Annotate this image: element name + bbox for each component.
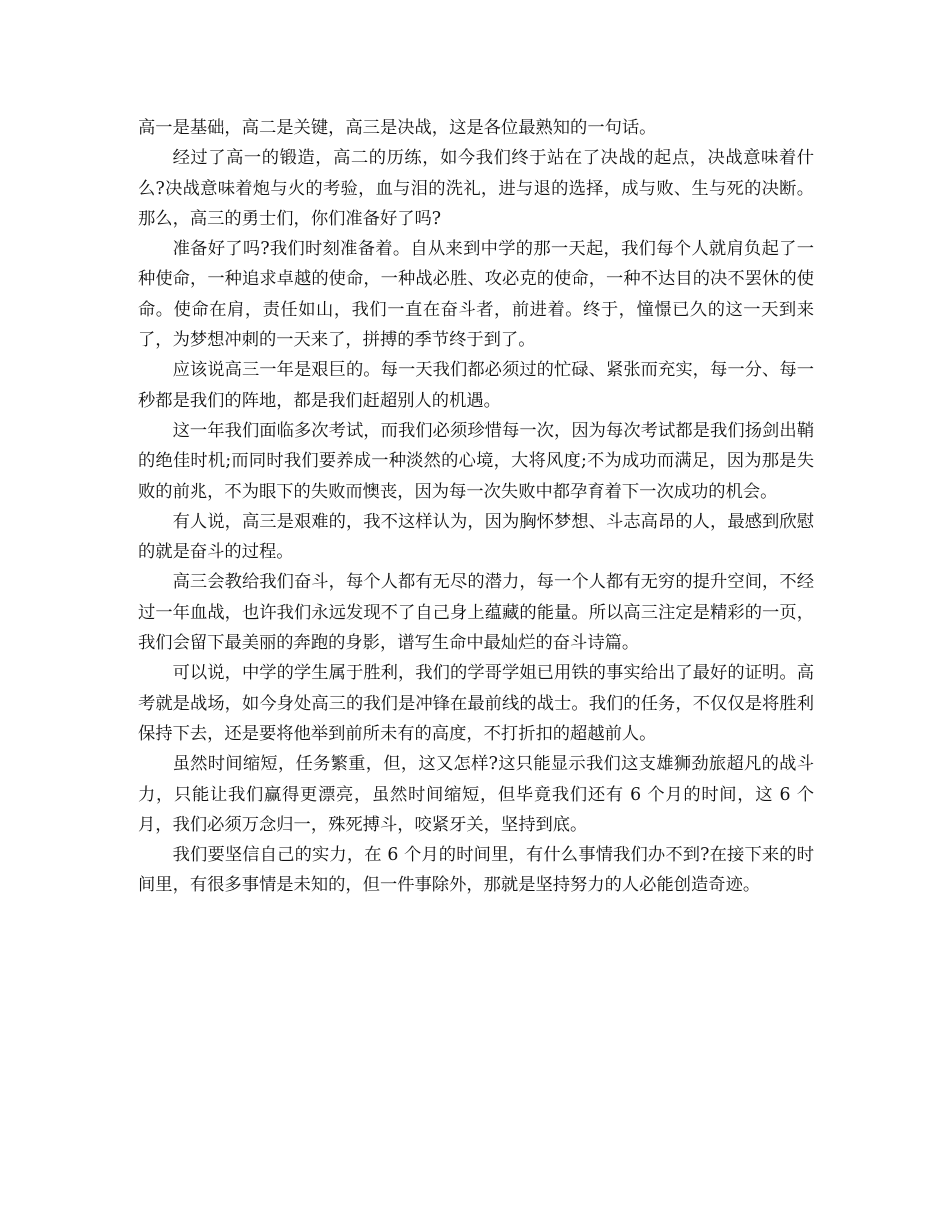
paragraph-7: 高三会教给我们奋斗，每个人都有无尽的潜力，每一个人都有无穷的提升空间，不经过一年血战，也许我们永远发现不了自己身上蕴藏的能量。所以高三注定是精彩的一页，我们会留下最美丽的奔跑的身影，谱写生命中最灿烂的奋斗诗篇。 [138, 572, 814, 654]
document-body [138, 113, 814, 901]
paragraph-8: 可以说，中学的学生属于胜利，我们的学哥学姐已用铁的事实给出了最好的证明。高考就是战场，如今身处高三的我们是冲锋在最前线的战士。我们的任务，不仅仅是将胜利保持下去，还是要将他举到前所未有的高度，不打折扣的超越前人。 [138, 663, 814, 744]
paragraph-6: 有人说，高三是艰难的，我不这样认为，因为胸怀梦想、斗志高昂的人，最感到欣慰的就是奋斗的过程。 [138, 511, 814, 563]
paragraph-2: 经过了高一的锻造，高二的历练，如今我们终于站在了决战的起点，决战意味着什么?决战意味着炮与火的考验，血与泪的洗礼，进与退的选择，成与败、生与死的决断。那么，高三的勇士们，你们准备好了吗? [138, 148, 814, 229]
paragraph-3: 准备好了吗?我们时刻准备着。自从来到中学的那一天起，我们每个人就肩负起了一种使命，一种追求卓越的使命，一种战必胜、攻必克的使命，一种不达目的决不罢休的使命。使命在肩，责任如山，我们一直在奋斗者，前进着。终于，憧憬已久的这一天到来了，为梦想冲刺的一天来了，拼搏的季节终于到了。 [138, 239, 814, 351]
paragraph-9: 虽然时间缩短，任务繁重，但，这又怎样?这只能显示我们这支雄狮劲旅超凡的战斗力，只能让我们赢得更漂亮，虽然时间缩短，但毕竟我们还有 6 个月的时间，这 6 个月，我们必须万念归一，殊死搏斗，咬紧牙关，坚持到底。 [138, 754, 814, 835]
paragraph-1: 高一是基础，高二是关键，高三是决战，这是各位最熟知的一句话。 [138, 118, 657, 138]
paragraph-5: 这一年我们面临多次考试，而我们必须珍惜每一次，因为每次考试都是我们扬剑出鞘的绝佳时机;而同时我们要养成一种淡然的心境，大将风度;不为成功而满足，因为那是失败的前兆，不为眼下的失败而懊丧，因为每一次失败中都孕育着下一次成功的机会。 [138, 420, 814, 502]
paragraph-10: 我们要坚信自己的实力，在 6 个月的时间里，有什么事情我们办不到?在接下来的时间里，有很多事情是未知的，但一件事除外，那就是坚持努力的人必能创造奇迹。 [138, 845, 814, 896]
paragraph-4: 应该说高三一年是艰巨的。每一天我们都必须过的忙碌、紧张而充实，每一分、每一秒都是我们的阵地，都是我们赶超别人的机遇。 [138, 360, 814, 411]
